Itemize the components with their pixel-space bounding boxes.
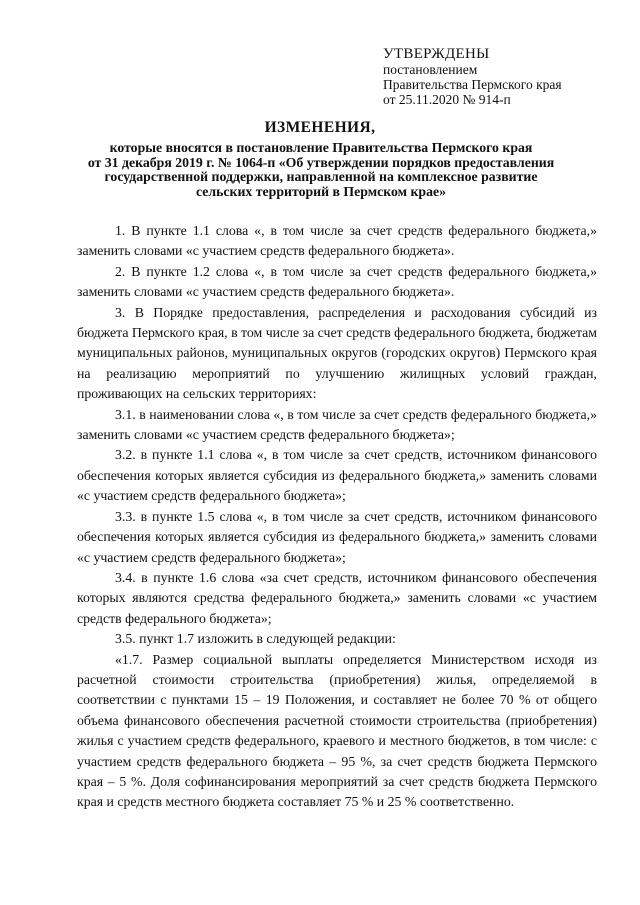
subtitle-line-3: государственной поддержки, направленной на комплексное развитие <box>104 169 538 184</box>
subtitle-line-1: которые вносятся в постановление Правительства Пермского края <box>109 140 533 155</box>
paragraph-3-2: 3.2. в пункте 1.1 слова «, в том числе за счет средств, источником финансового обеспечения которых является субсидия из федерального бюджета,» заменить словами «с участием средств федерального бюджета»; <box>77 447 597 504</box>
subtitle-line-4: сельских территорий в Пермском крае» <box>195 183 447 199</box>
document-body <box>77 221 597 813</box>
approval-line-government: Правительства Пермского края <box>383 77 562 92</box>
paragraph-2: 2. В пункте 1.2 слова «, в том числе за счет средств федерального бюджета,» заменить словами «с участием средств федерального бюджета». <box>77 263 597 300</box>
paragraph-3-5: 3.5. пункт 1.7 изложить в следующей редакции: <box>115 631 396 647</box>
approval-line-date-number: от 25.11.2020 № 914-п <box>383 92 511 107</box>
paragraph-3-4: 3.4. в пункте 1.6 слова «за счет средств, источником финансового обеспечения которых являются средства федерального бюджета,» заменить словами «с участием средств федерального бюджета»; <box>77 569 597 626</box>
approval-heading: УТВЕРЖДЕНЫ <box>383 46 490 62</box>
approval-line-decree: постановлением <box>383 62 478 77</box>
paragraph-quote-1-7: «1.7. Размер социальной выплаты определяется Министерством исходя из расчетной стоимости строительства (приобретения) жилья, определяемой в соответствии с пунктами 15 – 19 Положения, и составляет не более 70 % от общего объема финансового обеспечения расчетной стоимости строительства (приобретения) жилья с участием средств федерального, краевого и местного бюджетов, в том числе: с участием средств федерального бюджета – 95 %, за счет средств бюджета Пермского края – 5 %. Доля софинансирования мероприятий за счет средств бюджета Пермского края и средств местного бюджета составляет 75 % и 25 % соответственно. <box>77 651 597 810</box>
approval-stamp <box>383 46 623 107</box>
document-subtitle <box>60 141 582 199</box>
paragraph-3-1: 3.1. в наименовании слова «, в том числе за счет средств федерального бюджета,» заменить словами «с участием средств федерального бюджета»; <box>77 406 597 443</box>
document-title: ИЗМЕНЕНИЯ, <box>264 119 376 136</box>
paragraph-1: 1. В пункте 1.1 слова «, в том числе за счет средств федерального бюджета,» заменить словами «с участием средств федерального бюджета». <box>77 223 597 259</box>
subtitle-line-2: от 31 декабря 2019 г. № 1064-п «Об утверждении порядков предоставления <box>87 154 555 170</box>
paragraph-3-3: 3.3. в пункте 1.5 слова «, в том числе за счет средств, источником финансового обеспечения которых является субсидия из федерального бюджета,» заменить словами «с участием средств федерального бюджета»; <box>77 508 597 565</box>
paragraph-3: 3. В Порядке предоставления, распределения и расходования субсидий из бюджета Пермского края, в том числе за счет средств федерального бюджета, бюджетам муниципальных районов, муниципальных округов (городских округов) Пермского края на реализацию мероприятий по улучшению жилищных условий граждан, проживающих на сельских территориях: <box>77 304 597 402</box>
